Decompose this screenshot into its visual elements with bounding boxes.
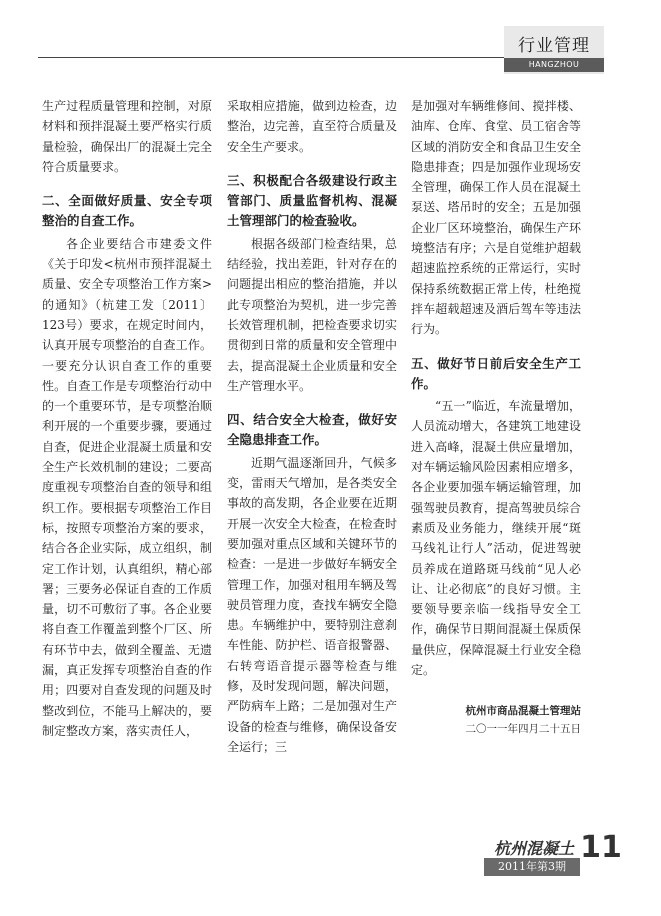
page-number: 11 [580, 830, 622, 865]
section-heading-4: 四、结合安全大检查，做好安全隐患排查工作。 [227, 412, 397, 448]
signature-organization: 杭州市商品混凝土管理站 [465, 705, 581, 718]
article-column-3 [411, 96, 581, 856]
section-subtitle: HANGZHOU CONCRETE [504, 58, 604, 72]
section-heading-3: 三、积极配合各级建设行政主管部门、质量监督机构、混凝土管理部门的检查验收。 [227, 172, 397, 229]
article-column-1 [42, 96, 212, 856]
header-rule [38, 57, 504, 58]
paragraph: 各企业要结合市建委文件《关于印发<杭州市预拌混凝土质量、安全专项整治工作方案>的通知》（杭建工发〔2011〕123号）要求，在规定时间内，认真开展专项整治的自查工作。一要充分认识自查工作的重要性。自查工作是专项整治行动中的一个重要环节，是专项整治顺利开展的一个重要步骤，要通过自查，促进企业混凝土质量和安全生产长效机制的建设；二要高度重视专项整治自查的领导和组织工作。要根据专项整治工作目标，按照专项整治方案的要求，结合各企业实际，成立组织，制定工作计划，认真组织，精心部署；三要务必保证自查的工作质量，切不可敷衍了事。各企业要将自查工作覆盖到整个厂区、所有环节中去，做到全覆盖、无遗漏，真正发挥专项整治自查的作用；四要对自查发现的问题及时整改到位，不能马上解决的，要制定整改方案，落实责任人， [42, 236, 212, 738]
paragraph: 生产过程质量管理和控制，对原材料和预拌混凝土要严格实行质量检验，确保出厂的混凝土完全符合质量要求。 [42, 99, 212, 174]
section-heading-2: 二、全面做好质量、安全专项整治的自查工作。 [42, 193, 212, 229]
paragraph: 近期气温逐渐回升，气候多变，雷雨天气增加，是各类安全事故的高发期，各企业要在近期开展一次安全大检查，在检查时要加强对重点区域和关键环节的检查：一是进一步做好车辆安全管理工作，加强对租用车辆及驾驶员管理力度，查找车辆安全隐患。车辆维护中，要特别注意刹车性能、防护栏、语音报警器、右转弯语音提示器等检查与维修，及时发现问题，解决问题，严防病车上路；二是加强对生产设备的检查与维修，确保设备安全运行；三 [227, 455, 397, 754]
paragraph: 采取相应措施，做到边检查，边整治，边完善，直至符合质量及安全生产要求。 [227, 99, 397, 154]
section-title: 行业管理 [518, 36, 590, 56]
section-heading-5: 五、做好节日前后安全生产工作。 [411, 355, 581, 391]
issue-label: 2011年第3期 [484, 858, 580, 876]
paragraph: 根据各级部门检查结果，总结经验，找出差距，针对存在的问题提出相应的整治措施，并以此专项整治为契机，进一步完善长效管理机制，把检查要求切实贯彻到日常的质量和安全管理中去，提高混凝土企业质量和安全生产管理水平。 [227, 236, 397, 393]
magazine-logo: 杭州混凝土 [493, 839, 574, 858]
paragraph: 是加强对车辆维修间、搅拌楼、油库、仓库、食堂、员工宿舍等区域的消防安全和食品卫生安全隐患排查；四是加强作业现场安全管理，确保工作人员在混凝土泵送、塔吊时的安全；五是加强企业厂区环境整治，确保生产环境整洁有序；六是自觉维护超载超速监控系统的正常运行，实时保持系统数据正常上传，杜绝搅拌车超载超速及酒后驾车等违法行为。 [411, 99, 581, 337]
signature-date: 二〇一一年四月二十五日 [465, 723, 581, 736]
paragraph: “五一”临近，车流量增加，人员流动增大，各建筑工地建设进入高峰，混凝土供应量增加，对车辆运输风险因素相应增多，各企业要加强车辆运输管理，加强驾驶员教育，提高驾驶员综合素质及业务能力，继续开展“斑马线礼让行人”活动，促进驾驶员养成在道路斑马线前“见人必让、让必彻底”的良好习惯。主要领导要亲临一线指导安全工作，确保节日期间混凝土保质保量供应，保障混凝土行业安全稳定。 [411, 399, 581, 678]
article-column-2 [227, 96, 397, 856]
